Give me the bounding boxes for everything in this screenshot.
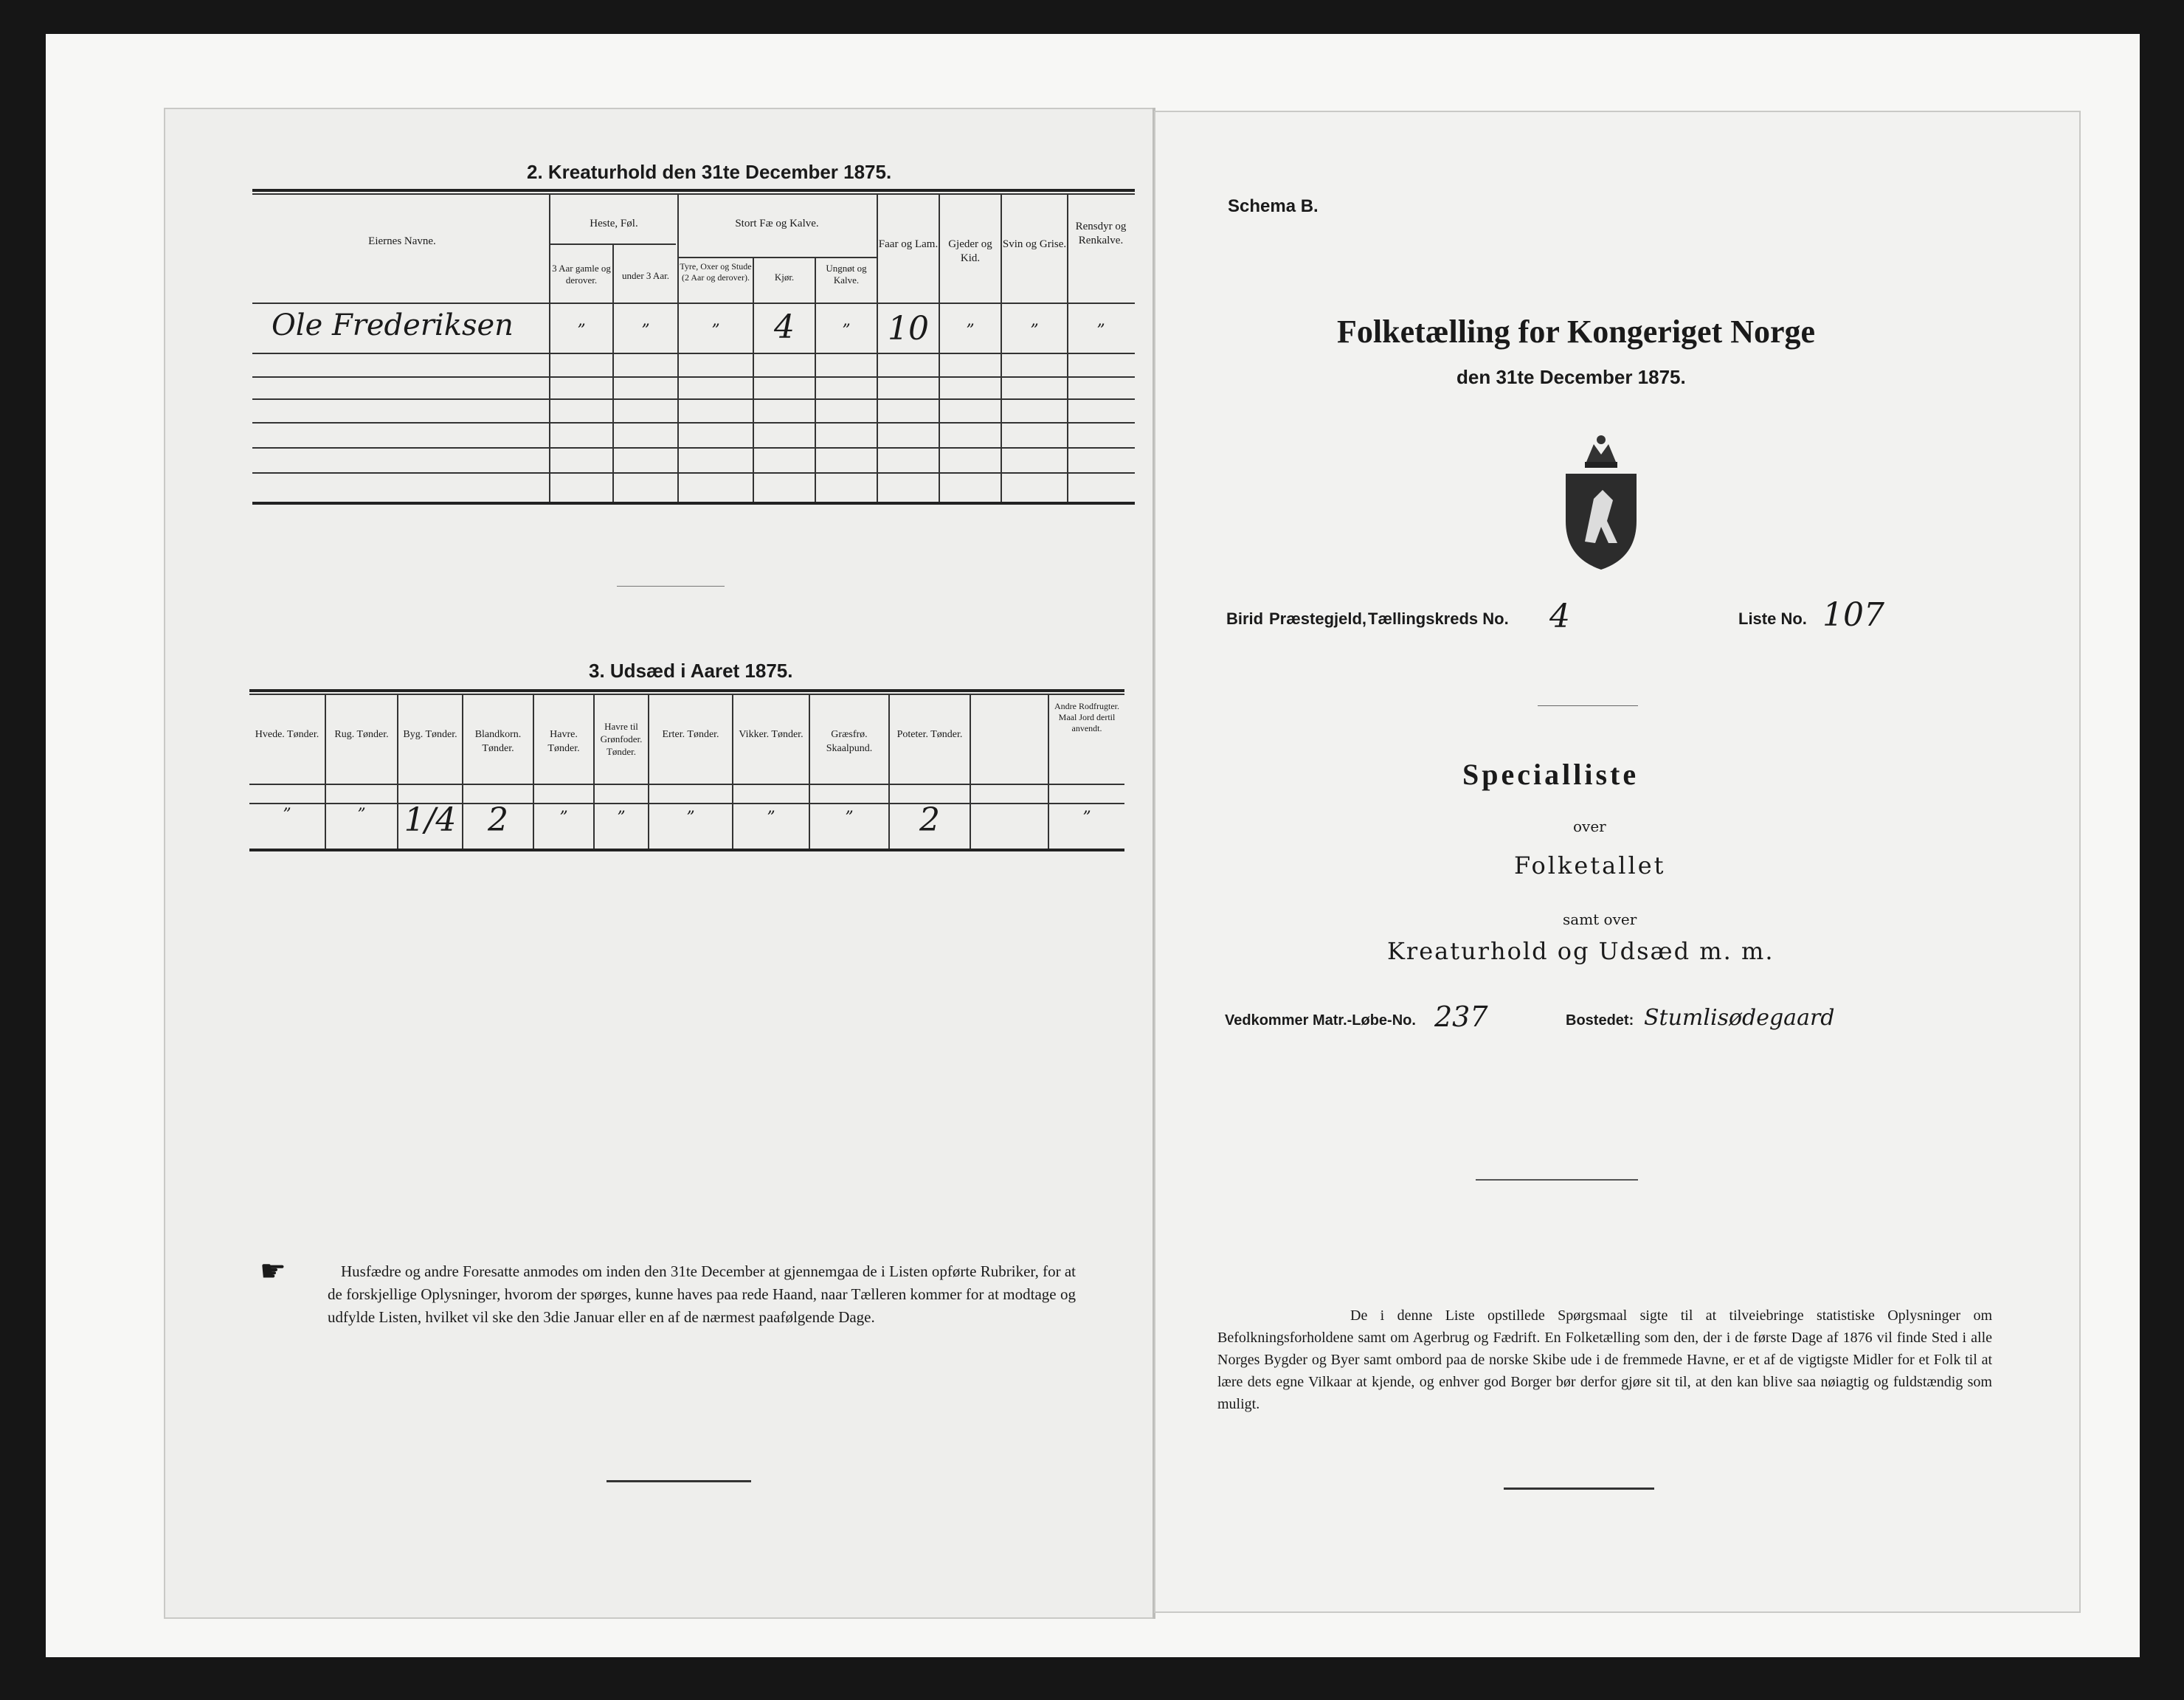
col-svin-header: Svin og Grise. (1002, 238, 1067, 250)
col-rug-header: Rug. Tønder. (334, 729, 389, 740)
col-faar-header: Faar og Lam. (878, 238, 939, 250)
signature-rule (1476, 1179, 1638, 1181)
table2-col-divider (815, 257, 816, 502)
col-hvede-header: Hvede. Tønder. (255, 729, 319, 740)
table3-top-rule (249, 689, 1124, 692)
col-vikker-header: Vikker. Tønder. (739, 729, 804, 740)
bosted-value: Stumlisødegaard (1644, 1005, 1835, 1031)
table2-row-rule (252, 422, 1135, 424)
hvede-value: ” (283, 806, 291, 824)
section3-title: 3. Udsæd i Aaret 1875. (589, 660, 793, 682)
table2-row-rule (252, 447, 1135, 449)
ungnot-value: ” (842, 322, 851, 340)
stort-group-rule (679, 257, 877, 258)
col-heste-3-header: 3 Aar gamle og derover. (552, 263, 611, 286)
table2-row-rule (252, 472, 1135, 474)
andre-value: ” (1082, 809, 1091, 827)
census-title: Folketælling for Kongeriget Norge (1337, 314, 1816, 350)
bosted-label: Bostedet: (1566, 1012, 1634, 1029)
schema-label: Schema B. (1228, 196, 1319, 216)
rug-value: ” (357, 806, 366, 824)
col-kjer-header: Kjør. (774, 272, 795, 283)
heste-u3-value: ” (641, 322, 650, 340)
kreds-label: Tællingskreds No. (1368, 609, 1509, 628)
kjer-value: 4 (774, 308, 795, 346)
tyre-value: ” (711, 322, 720, 340)
heste-group-header: Heste, Føl. (590, 218, 638, 229)
matr-label: Vedkommer Matr.-Løbe-No. (1225, 1012, 1416, 1029)
havre-gronfoder-value: ” (617, 809, 626, 827)
col-owner-header: Eiernes Navne. (368, 235, 436, 247)
owner-name-value: Ole Frederiksen (272, 308, 514, 342)
pointing-hand-icon: ☛ (260, 1254, 286, 1288)
table2-row-rule (252, 353, 1135, 354)
folketallet-heading: Folketallet (1514, 851, 1666, 880)
table3-bottom-rule (249, 849, 1124, 851)
samt-over-text: samt over (1563, 911, 1637, 928)
col-graesfro-header: Græsfrø. Skaalpund. (826, 729, 873, 754)
liste-label: Liste No. (1738, 609, 1807, 628)
signature-rule-left (607, 1480, 751, 1482)
col-tyre-header: Tyre, Oxer og Stude (2 Aar og derover). (680, 261, 752, 283)
prestegjeld-label: Præstegjeld, (1269, 609, 1367, 628)
col-poteter-header: Poteter. Tønder. (896, 729, 963, 740)
table3-top-rule-inner (249, 694, 1124, 695)
col-andre-header: Andre Rodfrugter. Maal Jord dertil anvendt. (1054, 701, 1119, 733)
signature-rule-right (1504, 1488, 1654, 1490)
havre-value: ” (559, 809, 568, 827)
table2-col-divider (549, 193, 550, 502)
kreds-value: 4 (1549, 598, 1570, 635)
table2-col-divider (677, 193, 679, 502)
table3-col-divider (325, 694, 326, 849)
liste-value: 107 (1822, 596, 1884, 634)
byg-value: 1/4 (404, 801, 457, 839)
rensdyr-value: ” (1096, 322, 1105, 340)
table2-top-rule-inner (252, 193, 1135, 195)
col-blandkorn-header: Blandkorn. Tønder. (474, 729, 522, 754)
poteter-value: 2 (919, 801, 940, 839)
prestegjeld-value: Birid (1226, 609, 1264, 628)
section2-title: 2. Kreaturhold den 31te December 1875. (527, 161, 892, 183)
footer-text: De i denne Liste opstillede Spørgsmaal sigte til at tilveiebringe statistiske Oplysninger om Befolkningsforholdene samt om Agerbrug og Fædrift. En Folketælling som den, der i de første Dage af 1876 vil finde Sted i alle Norges Bygder og Byer samt ombord paa de norske Skibe ude i de fremmede Havne, er et af de vigtigste Midler for et Folk til at lære dets egne Vilkaar at kjende, og enhver god Borger bør derfor gjøre sit til, at den kan blive saa nøiagtig og fuldstændig som muligt. (1217, 1307, 1992, 1412)
table2-top-rule (252, 189, 1135, 192)
graesfro-value: ” (845, 809, 854, 827)
col-heste-u3-header: under 3 Aar. (622, 270, 669, 281)
coat-of-arms-icon (1557, 432, 1645, 574)
kreaturhold-heading: Kreaturhold og Udsæd m. m. (1387, 937, 1774, 965)
over-text: over (1573, 818, 1606, 835)
stort-group-header: Stort Fæ og Kalve. (735, 218, 819, 229)
gjeder-value: ” (966, 322, 975, 340)
table2-row-rule (252, 376, 1135, 378)
table2-header-rule (252, 303, 1135, 304)
separator-rule (1538, 705, 1638, 706)
table3-row-rule (249, 803, 1124, 804)
faar-value: 10 (888, 310, 929, 348)
table2-col-divider (753, 257, 754, 502)
specialliste-heading: Specialliste (1462, 758, 1639, 791)
separator-rule (617, 586, 725, 587)
col-byg-header: Byg. Tønder. (403, 729, 457, 740)
matr-value: 237 (1434, 1001, 1488, 1033)
notice-text: Husfædre og andre Foresatte anmodes om inden den 31te December at gjennemgaa de i Listen opførte Rubriker, for at de forskjellige Oplysninger, hvorom der spørges, kunne haves paa rede Haand, naar Tælleren kommer for at modtage og udfylde Listen, hvilket vil ske den 3die Januar eller en af de nærmest paafølgende Dage. (328, 1262, 1076, 1326)
census-subtitle: den 31te December 1875. (1456, 366, 1686, 388)
col-rensdyr-header: Rensdyr og Renkalve. (1075, 221, 1127, 246)
col-gjeder-header: Gjeder og Kid. (948, 238, 992, 264)
col-havre-header: Havre. Tønder. (547, 729, 580, 754)
heste-3-value: ” (577, 322, 586, 340)
table2-bottom-rule (252, 502, 1135, 505)
svin-value: ” (1030, 322, 1039, 340)
col-havre-gronfoder-header: Havre til Grønfoder. Tønder. (600, 721, 643, 757)
table2-row-rule (252, 398, 1135, 400)
table3-header-rule (249, 784, 1124, 785)
col-ungnot-header: Ungnøt og Kalve. (826, 263, 867, 286)
vikker-value: ” (767, 809, 775, 827)
erter-value: ” (686, 809, 695, 827)
table3-col-divider (970, 694, 971, 849)
blandkorn-value: 2 (488, 801, 508, 839)
col-erter-header: Erter. Tønder. (662, 729, 719, 740)
